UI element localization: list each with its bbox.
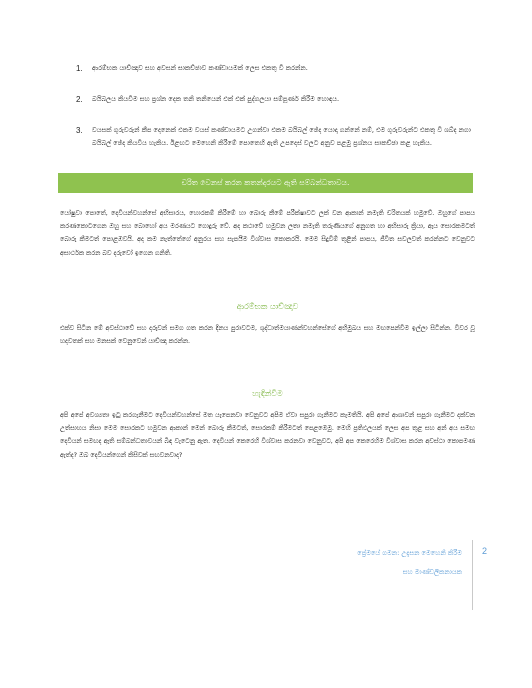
page-number: 2 xyxy=(482,546,488,556)
section-banner: චරිත වෙනස් කරන කතන්දරයට ඇති සම්බන්ධතාවය. xyxy=(58,173,473,193)
list-text: වයසක් ගුරුවරුන් කීප දෙනෙක් එකම වයස් කණ්ඩායමට උගන්වා එකම බයිබල් ඡේද යොදා ගන්නේ නම්, එම ගුරුවරුන්ට එකතු වී ශබ්ද නගා බයිබල් ඡේද කියවිය හැකිය. ඊළඟට මෙහෙනි කිරීමේ පොතෙහි ඇති උපදෙස් වලට අනුව පළමු ප්‍රශ්නය සාකච්ඡා කළ හැකිය. xyxy=(92,126,471,147)
intro-paragraph: යෝෂුවා පොතේ, දෙවියන්වහන්සේ අභිසාරය, හොරකම් කිරීමේ හා බොරු කීමේ පරීක්ෂාවට ලක් වන ආකාන් නමැති චරිතයක් හමුවේ. ඔහුගේ පාපය කරණකොටගෙන ඔහු සහ බොහෝ අය මරණයට ගොදුරු වේ. අද කථාවේ හමුවන ලතා නමැති තරුණියගේ අනුගත හා අභිසාරු ක්‍රියා, ඇය සොරකමටත් බොරු කීමටත් පොළඹවයි. අද කම නැත්තේගේ අනුරය සහ සැපයීම විශ්වාස කොකරයි. මෙම සිදුවීම් තුළින් පාපය, ජීවිත සවලවත් කරන්නට වෙනුවට අසාර්ථක කරන බව දරුවෝ ඉගෙන ගනිති. xyxy=(60,209,475,257)
list-number: 2. xyxy=(76,95,83,104)
list-text: ආරම්භක යාච්ඤාව සහ අවසන් සාකච්ඡාව කණ්ඩායමක් ලෙස එකතු වී කරන්න. xyxy=(92,64,308,72)
footer-divider xyxy=(472,540,473,610)
list-item xyxy=(72,93,472,106)
footer-title: ප්‍රේමයේ ගමන: උදැසන මෙහෙනි කිරීම xyxy=(357,549,462,557)
list-text: බයිබලය කියවීම සහ ප්‍රශ්න දෙක තනි තනියෙන් එක් එක් පුද්ගලයා සම්පූර්ණ කිරීම හොඳය. xyxy=(92,95,340,103)
opening-prayer-text: එක්ව සිටින මේ අවස්ථාවේ සහ දරුවන් සමග ගත කරන දිනය පුරාවටම, ශුද්ධාත්මයාණන්වහන්සේගේ අභිමුඛය සහ මඟපෙන්වීම ඉල්ලා සිටින්න. විවර වූ හදවතක් සහ මනසක් වෙනුවෙන් යාච්ඤා කරන්න. xyxy=(60,324,475,346)
welcome-heading: හැඳින්වීම xyxy=(252,389,283,398)
numbered-instructions xyxy=(72,62,472,168)
list-item xyxy=(72,124,472,150)
list-number: 3. xyxy=(76,126,83,135)
footer-subtitle: සහ මාණ්ඩලිකනායක xyxy=(402,568,462,576)
welcome-text: අපි අපේ අවශ්‍යතා ඉටු කරගැනීමට දෙවියන්වහන්සේ මත යැපෙනවා වෙනුවට අපිම ඒවා සපුරා ගැනීමට කැමතියි. අපි අපේ ආශාවන් සපුරා ගැනීමට දක්වන උත්සාහය නිසා මෙම සොරකට හමුවන ආකාන් මෙන් බොරු කීමටත්, සොරකම් කිරීමටත් පෙළඹෙමු. මෙහි ප්‍රතිඵලයක් ලෙස අප තුළ සහ අන් අය සමඟ දෙවියන් සමඟද ඇති සම්බන්ධතාවයන් බිඳ වැටෙනු ඇත. දෙවියන් කෙරෙහි විශ්වාස කරනවා වෙනුවට, අපි අප කෙරෙහිම විශ්වාස කරන අවස්ථා කොපමණ ඇත්ද? ඔබ දෙවියන්ගෙන් කිසිවක් සඟවනවාද? xyxy=(60,411,475,459)
list-item xyxy=(72,62,472,75)
opening-prayer-heading: ආරම්භක යාච්ඤාව xyxy=(236,302,299,311)
list-number: 1. xyxy=(76,64,83,73)
